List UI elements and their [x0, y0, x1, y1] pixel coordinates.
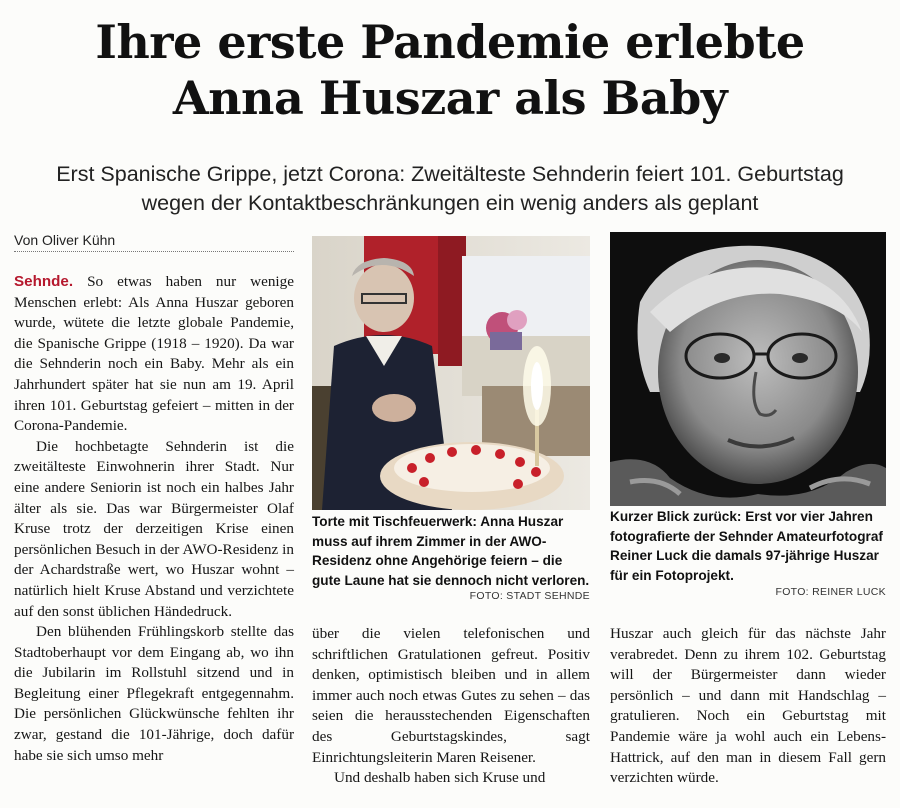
photo-caption-2: Kurzer Blick zurück: Erst vor vier Jahren fotografierte der Sehnder Amateurfotograf Reiner Luck die damals 97-jährige Huszar für ein Fotoprojekt. — [610, 509, 883, 583]
paragraph-2: Die hochbetagte Sehnderin ist die zweitälteste Einwohnerin ihrer Stadt. Nur eine andere Seniorin ist noch ein halbes Jahr älter als sie. Das war Bürgermeister Olaf Kruse trotz der derzeitigen Krise einen persönlichen Besuch in der AWO-Residenz in der Achardstraße wert, wo Huszar wohnt – natürlich hielt Kruse Abstand und verzichtete auf den sonst üblichen Händedruck. — [14, 437, 294, 620]
text-column-1 — [14, 272, 294, 766]
byline: Von Oliver Kühn — [14, 232, 294, 252]
headline-line-1: Ihre erste Pandemie erlebte — [95, 15, 805, 69]
photo-credit-2: FOTO: REINER LUCK — [775, 586, 886, 598]
paragraph-5: Und deshalb haben sich Kruse und — [334, 769, 546, 787]
photo-credit-1: FOTO: STADT SEHNDE — [469, 590, 590, 602]
headline-line-2: Anna Huszar als Baby — [172, 71, 728, 125]
paragraph-4: über die vielen telefonischen und schriftlichen Gratulationen gefreut. Positiv denken, optimistisch bleiben und in allem immer auch noch etwas Gutes zu sehen – das seien die herausstechenden Eigenschaften des Geburtstagskindes, sagt Einrichtungsleiterin Maren Reisener. — [312, 625, 590, 766]
paragraph-1 — [14, 272, 294, 437]
dateline: Sehnde. — [14, 273, 74, 290]
text-column-3 — [610, 624, 886, 789]
photo-portrait-image — [610, 232, 886, 506]
paragraph-3: Den blühenden Frühlingskorb stellte das Stadtoberhaupt vor dem Eingang ab, wo ihn die Jubilarin im Rollstuhl sitzend und in Begleitung einer Pflegekraft entgegennahm. Die persönlichen Glückwünsche fehlten ihr zwar, gestand die 101-Jährige, doch dafür habe sie sich umso mehr — [14, 623, 294, 764]
photo-birthday-cake-image — [312, 236, 590, 510]
photo-birthday-cake — [312, 236, 590, 510]
subheadline-line-2: wegen der Kontaktbeschränkungen ein wenig anders als geplant — [141, 191, 759, 215]
subheadline-line-1: Erst Spanische Grippe, jetzt Corona: Zweitälteste Sehnderin feiert 101. Geburtstag — [56, 162, 844, 186]
photo-portrait — [610, 232, 886, 506]
paragraph-6: Huszar auch gleich für das nächste Jahr verabredet. Denn zu ihrem 102. Geburtstag will der Bürgermeister dann wieder persönlich – und dann mit Handschlag – gratulieren. Noch ein Geburtstag mit Pandemie wäre ja wohl auch ein Lebens-Hattrick, auf den man in diesem Fall gern verzichten würde. — [610, 625, 886, 787]
photo-caption-1: Torte mit Tischfeuerwerk: Anna Huszar muss auf ihrem Zimmer in der AWO-Residenz ohne Angehörige feiern – die gute Laune hat sie dennoch nicht verloren. — [312, 514, 590, 588]
subheadline — [0, 160, 900, 218]
text-column-2 — [312, 624, 590, 789]
headline — [0, 14, 900, 126]
paragraph-1-text: So etwas haben nur wenige Menschen erlebt: Als Anna Huszar geboren wurde, wütete die letzte globale Pandemie, die Spanische Grippe (1918 – 1920). Da war die Sehnderin noch ein Baby. Mehr als ein Jahrhundert später hat sie nun am 19. April ihren 101. Geburtstag gefeiert – mitten in der Corona-Pandemie. — [14, 273, 294, 435]
